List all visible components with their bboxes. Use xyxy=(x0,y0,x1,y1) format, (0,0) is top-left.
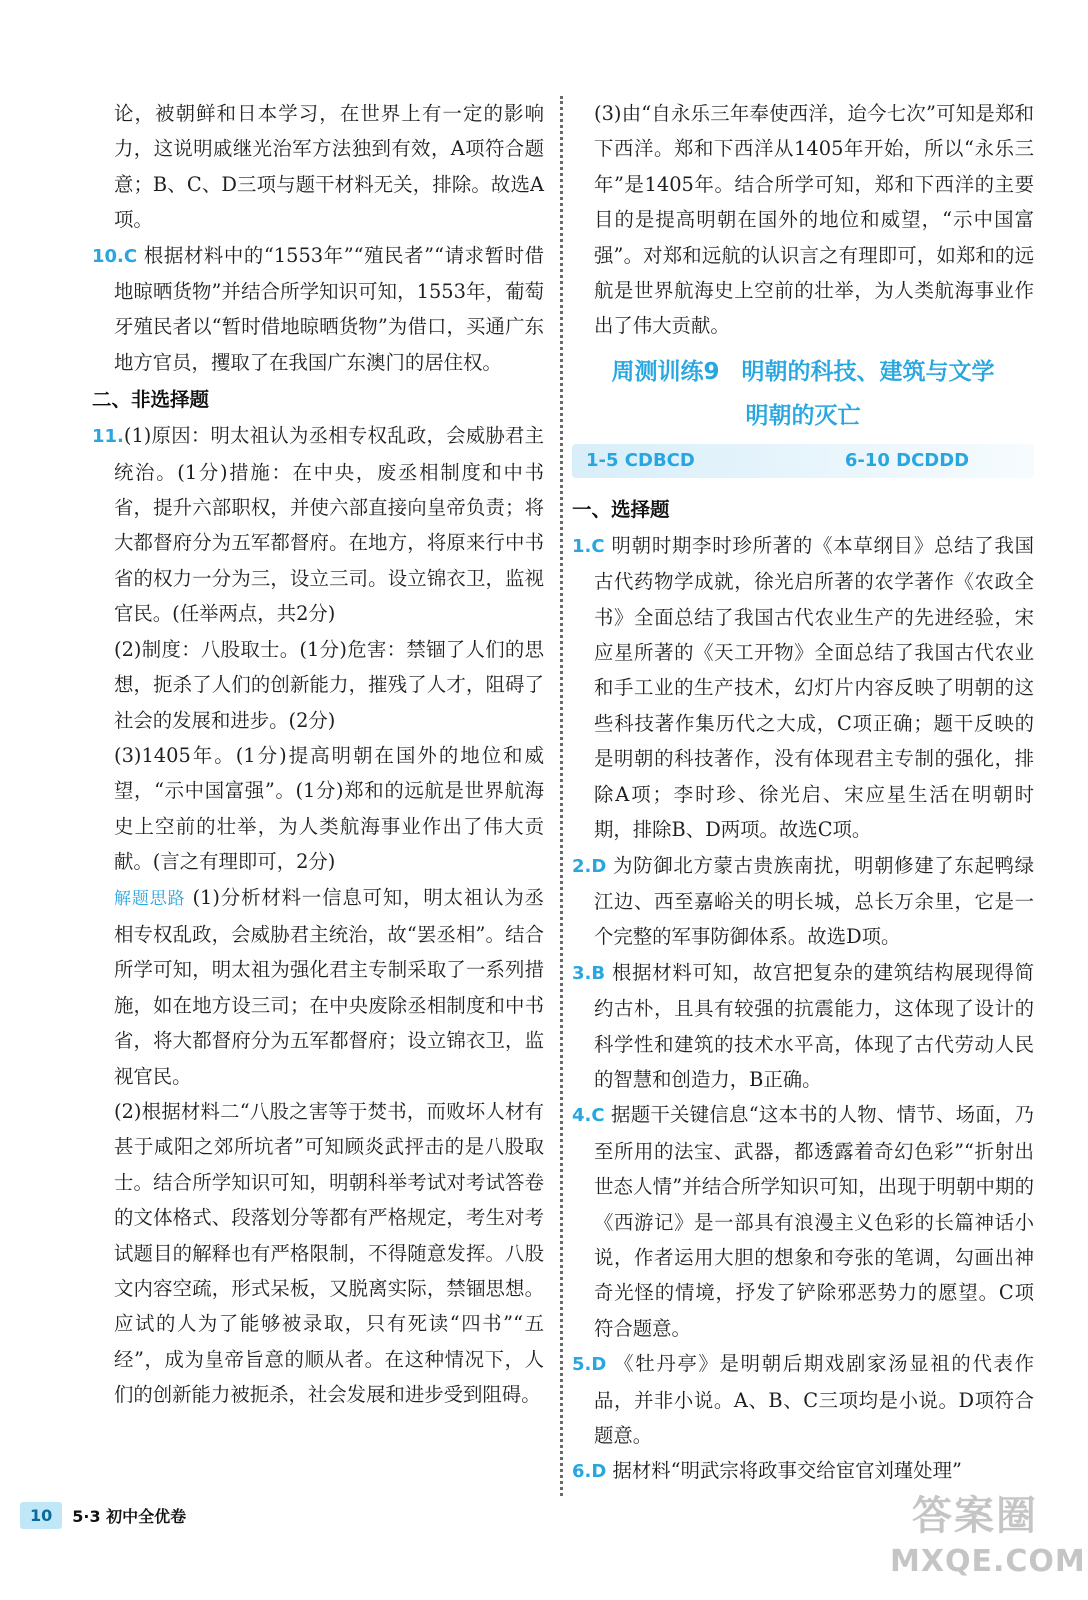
question-4-text: 据题干关键信息“这本书的人物、情节、场面，乃至所用的法宝、武器，都透露着奇幻色彩”“折射出世态人情”并结合所学知识可知，出现于明朝中期的《西游记》是一部具有浪漫主义色彩的长篇神话小说，作者运用大胆的想象和夸张的笔调，勾画出神奇光怪的情境，抒发了铲除邪恶势力的愿望。C项符合题意。 xyxy=(594,1103,1034,1340)
weekly-test-topic: 明朝的科技、建筑与文学 xyxy=(741,358,995,385)
answer-key-bar xyxy=(572,444,1034,478)
question-10-text: 根据材料中的“1553年”“殖民者”“请求暂时借地晾晒货物”并结合所学知识可知，1553年，葡萄牙殖民者以“暂时借地晾晒货物”为借口，买通广东地方官员，攫取了在我国广东澳门的居住权。 xyxy=(114,243,544,374)
question-1-text: 明朝时期李时珍所著的《本草纲目》总结了我国古代药物学成就，徐光启所著的农学著作《农政全书》全面总结了我国古代农业生产的先进经验，宋应星所著的《天工开物》全面总结了我国古代农业和手工业的生产技术，幻灯片内容反映了明朝的这些科技著作集历代之大成，C项正确；题干反映的是明朝的科技著作，没有体现君主专制的强化，排除A项；李时珍、徐光启、宋应星生活在明朝时期，排除B、D两项。故选C项。 xyxy=(594,533,1035,842)
book-title: 5·3 初中全优卷 xyxy=(72,1506,187,1526)
column-divider xyxy=(560,96,563,1496)
question-1-number: 1.C xyxy=(572,535,605,557)
weekly-test-title xyxy=(572,350,1034,438)
question-6 xyxy=(572,1453,1034,1489)
answer-key-6-10: 6-10 DCDDD xyxy=(844,450,970,472)
question-11-part-2: (2)制度：八股取士。(1分)危害：禁锢了人们的思想，扼杀了人们的创新能力，摧残了人才，阻碍了社会的发展和进步。(2分) xyxy=(114,637,544,732)
watermark-text-cn: 答案圈 xyxy=(912,1493,1038,1539)
question-5 xyxy=(572,1346,1034,1453)
watermark-text-en: MXQE.COM xyxy=(890,1544,1086,1579)
question-1 xyxy=(572,528,1034,848)
solution-hint-1-text: (1)分析材料一信息可知，明太祖认为丞相专权乱政，会威胁君主统治，故“罢丞相”。结合所学可知，明太祖为强化君主专制采取了一系列措施，如在地方设三司；在中央废除丞相制度和中书省，将大都督府分为五军都督府；设立锦衣卫，监视官民。 xyxy=(114,885,544,1088)
page-footer xyxy=(20,1498,186,1532)
question-3-number: 3.B xyxy=(572,962,606,984)
question-5-text: 《牡丹亭》是明朝后期戏剧家汤显祖的代表作品，并非小说。A、B、C三项均是小说。D项符合题意。 xyxy=(594,1352,1035,1447)
question-11-part-3: (3)1405年。(1分)提高明朝在国外的地位和威望，“示中国富强”。(1分)郑和的远航是世界航海史上空前的壮举，为人类航海事业作出了伟大贡献。(言之有理即可，2分) xyxy=(114,743,544,874)
question-3 xyxy=(572,955,1034,1098)
page-number: 10 xyxy=(20,1502,62,1529)
weekly-test-number: 周测训练9 xyxy=(611,358,720,385)
question-10-number: 10.C xyxy=(92,245,138,267)
weekly-test-title-line-2: 明朝的灭亡 xyxy=(745,402,861,429)
section-heading-non-choice: 二、非选择题 xyxy=(92,388,210,412)
watermark-logo xyxy=(890,1488,1086,1588)
answer-key-1-5: 1-5 CDBCD xyxy=(586,450,695,472)
left-continuation-paragraph: 论，被朝鲜和日本学习，在世界上有一定的影响力，这说明戚继光治军方法独到有效，A项符合题意；B、C、D三项与题干材料无关，排除。故选A项。 xyxy=(114,102,544,232)
question-11-part-1 xyxy=(92,418,544,631)
question-6-number: 6.D xyxy=(572,1461,607,1483)
question-4 xyxy=(572,1097,1034,1346)
question-2 xyxy=(572,848,1034,955)
solution-hint-label: 解题思路 xyxy=(114,888,186,909)
solution-hint-1 xyxy=(92,880,544,1094)
weekly-test-title-line-1 xyxy=(572,350,1034,394)
right-column xyxy=(572,96,1034,1490)
question-3-text: 根据材料可知，故宫把复杂的建筑结构展现得简约古朴，且具有较强的抗震能力，这体现了设计的科学性和建筑的技术水平高，体现了古代劳动人民的智慧和创造力，B正确。 xyxy=(594,960,1034,1091)
question-4-number: 4.C xyxy=(572,1105,605,1127)
solution-hint-2: (2)根据材料二“八股之害等于焚书，而败坏人材有甚于咸阳之郊所坑者”可知顾炎武抨击的是八股取士。结合所学知识可知，明朝科举考试对考试答卷的文体格式、段落划分等都有严格规定，考生对考试题目的解释也有严格限制，不得随意发挥。八股文内容空疏，形式呆板，又脱离实际，禁锢思想。应试的人为了能够被录取，只有死读“四书”“五经”，成为皇帝旨意的顺从者。在这种情况下，人们的创新能力被扼杀，社会发展和进步受到阻碍。 xyxy=(114,1099,544,1407)
question-11-part-1-text: (1)原因：明太祖认为丞相专权乱政，会威胁君主统治。(1分)措施：在中央，废丞相制度和中书省，提升六部职权，并使六部直接向皇帝负责；将大都督府分为五军都督府。在地方，将原来行中书省的权力一分为三，设立三司。设立锦衣卫，监视官民。(任举两点，共2分) xyxy=(114,424,544,626)
question-2-text: 为防御北方蒙古贵族南扰，明朝修建了东起鸭绿江边、西至嘉峪关的明长城，总长万余里，它是一个完整的军事防御体系。故选D项。 xyxy=(594,853,1035,949)
section-heading-choice: 一、选择题 xyxy=(572,497,670,521)
right-continuation-paragraph: (3)由“自永乐三年奉使西洋，迨今七次”可知是郑和下西洋。郑和下西洋从1405年开始，所以“永乐三年”是1405年。结合所学可知，郑和下西洋的主要目的是提高明朝在国外的地位和威望，“示中国富强”。对郑和远航的认识言之有理即可，如郑和的远航是世界航海史上空前的壮举，为人类航海事业作出了伟大贡献。 xyxy=(594,102,1034,338)
question-11-number: 11. xyxy=(92,426,124,448)
question-5-number: 5.D xyxy=(572,1354,607,1376)
question-10 xyxy=(92,238,544,381)
left-column xyxy=(92,96,544,1413)
question-6-text: 据材料“明武宗将政事交给宦官刘瑾处理” xyxy=(612,1459,962,1483)
question-2-number: 2.D xyxy=(572,855,607,877)
